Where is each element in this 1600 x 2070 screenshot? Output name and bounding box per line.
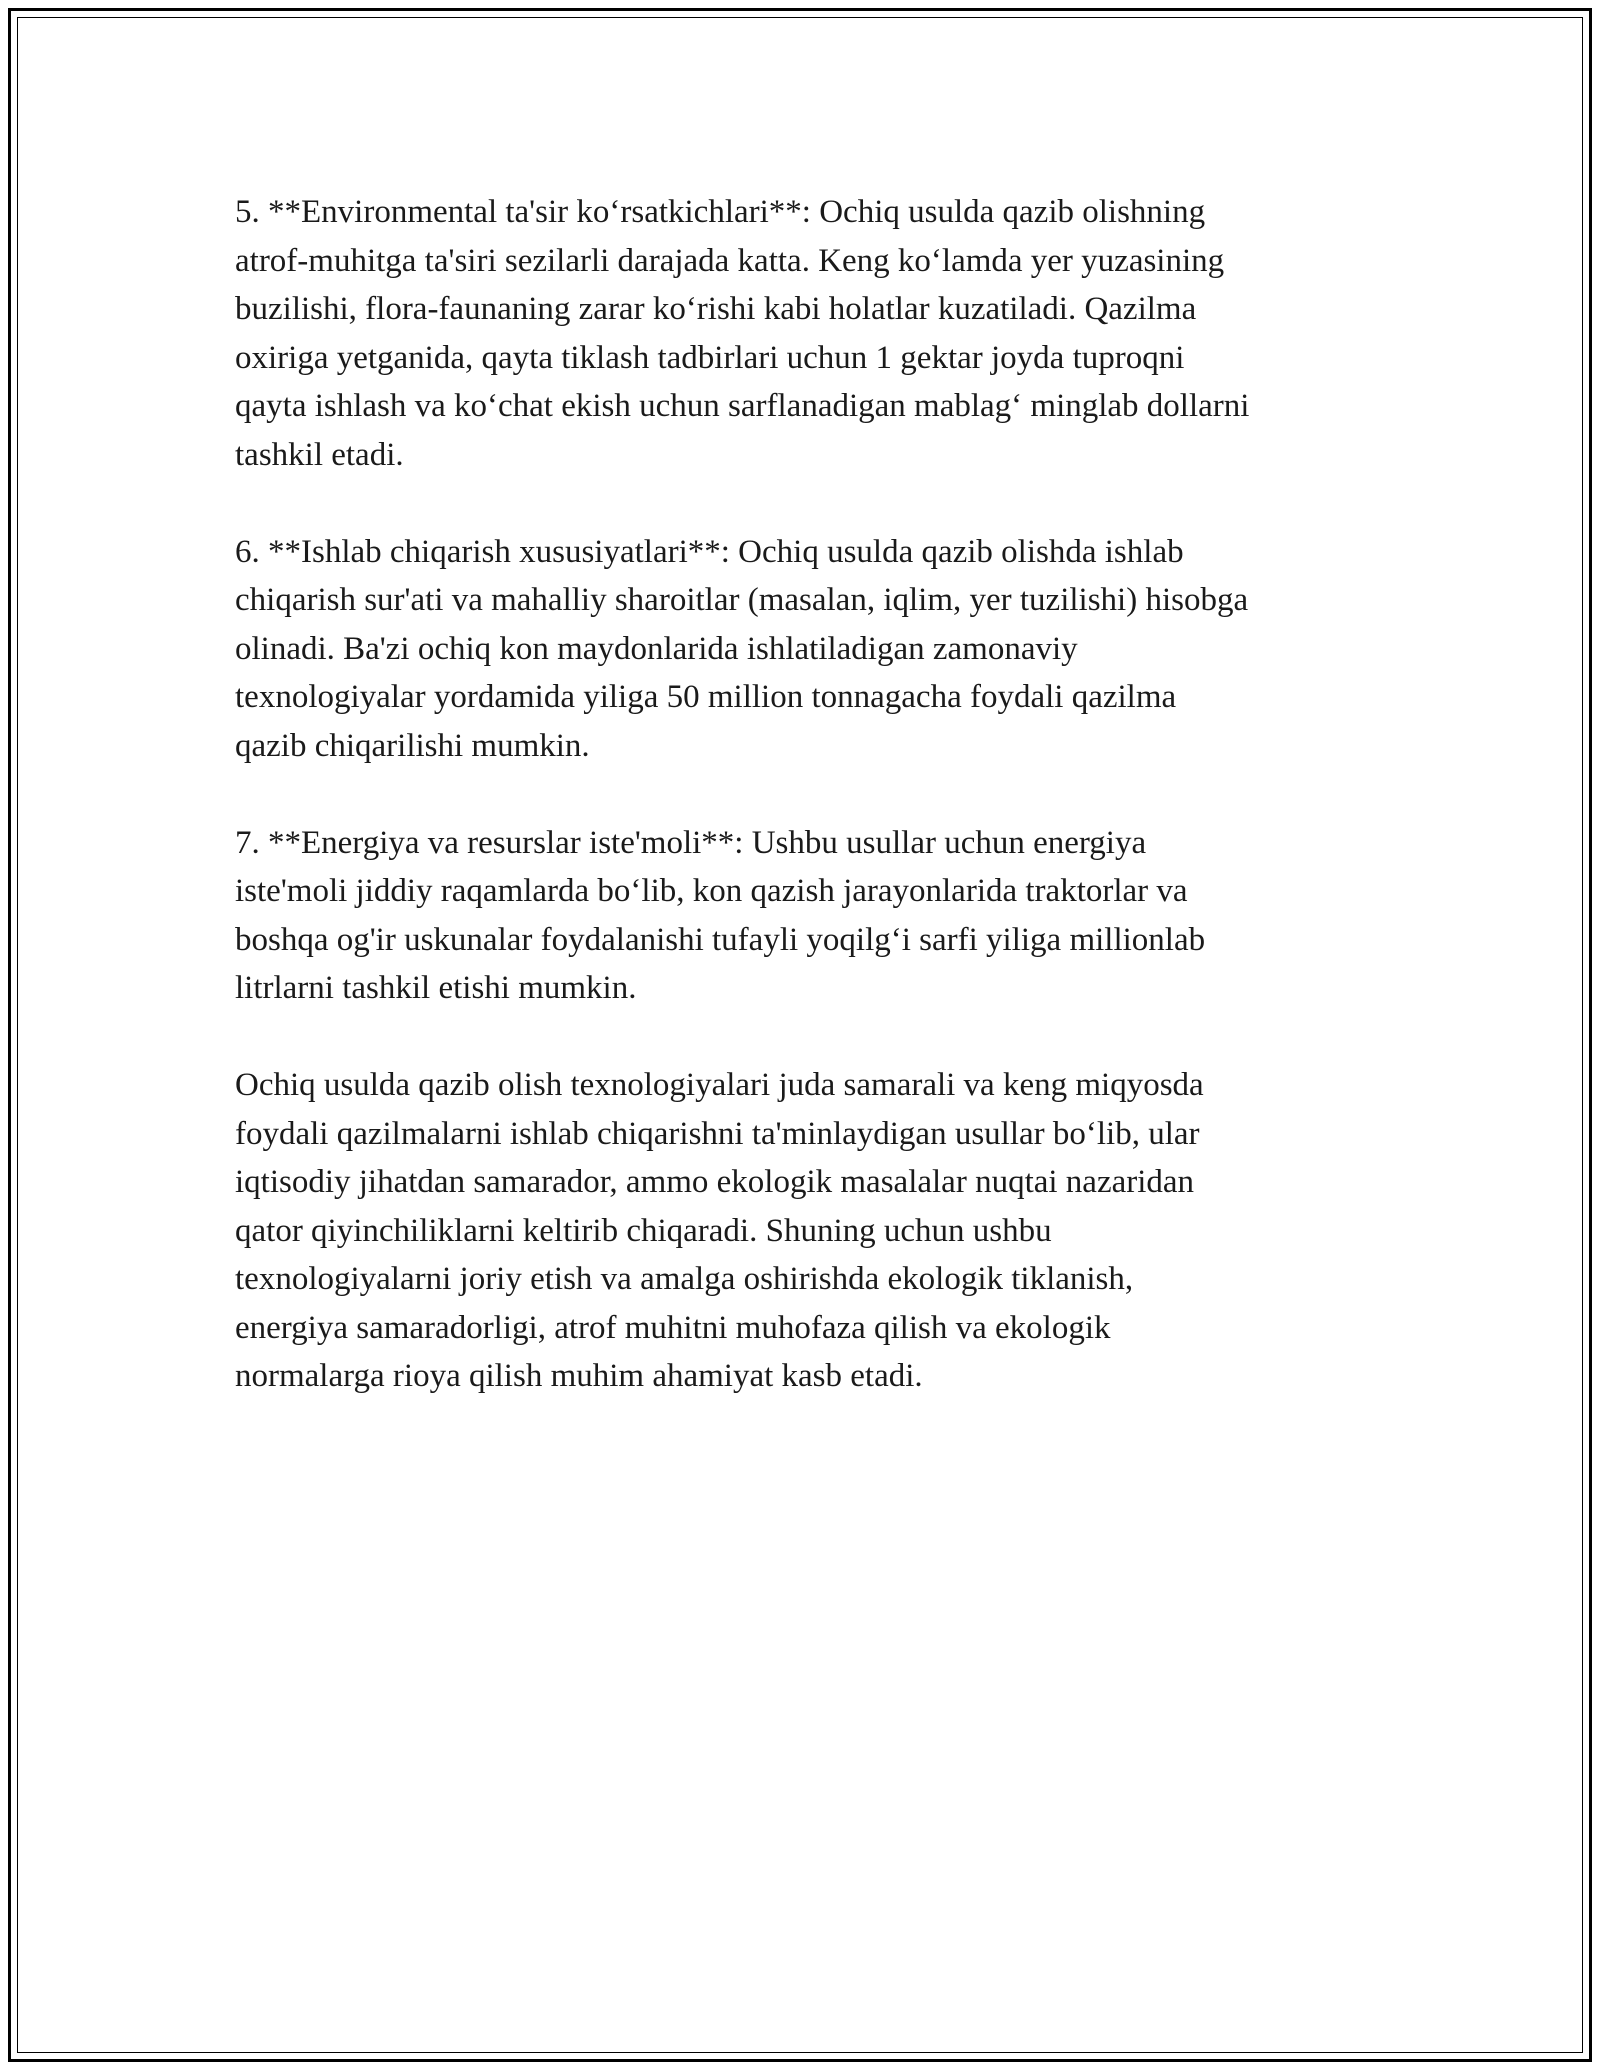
text-line: iqtisodiy jihatdan samarador, ammo ekologik masalalar nuqtai nazaridan [235, 1164, 1195, 1200]
text-line: atrof-muhitga ta'siri sezilarli darajada katta. Keng koʻlamda yer yuzasining [235, 242, 1225, 279]
text-line: 6. **Ishlab chiqarish xususiyatlari**: Ochiq usulda qazib olishda ishlab [235, 533, 1184, 570]
text-line: litrlarni tashkil etishi mumkin. [235, 970, 637, 1006]
text-line: energiya samaradorligi, atrof muhitni muhofaza qilish va ekologik [235, 1309, 1111, 1346]
paragraph-production-features [235, 528, 1375, 771]
text-line: tashkil etadi. [235, 436, 404, 473]
text-line: 7. **Energiya va resurslar iste'moli**: Ushbu usullar uchun energiya [235, 824, 1147, 861]
text-line: foydali qazilmalarni ishlab chiqarishni ta'minlaydigan usullar boʻlib, ular [235, 1115, 1200, 1152]
text-line: chiqarish sur'ati va mahalliy sharoitlar (masalan, iqlim, yer tuzilishi) hisobga [235, 582, 1249, 618]
paragraph-environmental-impact [235, 188, 1375, 479]
text-line: texnologiyalar yordamida yiliga 50 million tonnagacha foydali qazilma [235, 679, 1177, 715]
paragraph-conclusion [235, 1061, 1375, 1401]
text-line: qazib chiqarilishi mumkin. [235, 727, 590, 764]
text-line: 5. **Environmental ta'sir koʻrsatkichlari**: Ochiq usulda qazib olishning [235, 194, 1206, 230]
text-line: texnologiyalarni joriy etish va amalga oshirishda ekologik tiklanish, [235, 1261, 1134, 1297]
text-line: boshqa og'ir uskunalar foydalanishi tufayli yoqilgʻi sarfi yiliga millionlab [235, 921, 1206, 958]
text-line: olinadi. Ba'zi ochiq kon maydonlarida ishlatiladigan zamonaviy [235, 630, 1078, 667]
text-line: normalarga rioya qilish muhim ahamiyat kasb etadi. [235, 1358, 923, 1394]
text-line: iste'moli jiddiy raqamlarda boʻlib, kon qazish jarayonlarida traktorlar va [235, 873, 1188, 909]
text-line: buzilishi, flora-faunaning zarar koʻrishi kabi holatlar kuzatiladi. Qazilma [235, 291, 1197, 327]
text-line: oxiriga yetganida, qayta tiklash tadbirlari uchun 1 gektar joyda tuproqni [235, 339, 1185, 376]
text-line: qayta ishlash va koʻchat ekish uchun sarflanadigan mablagʻ minglab dollarni [235, 388, 1250, 424]
text-line: qator qiyinchiliklarni keltirib chiqaradi. Shuning uchun ushbu [235, 1212, 1052, 1249]
paragraph-energy-consumption [235, 819, 1375, 1013]
document-body [235, 188, 1375, 1449]
text-line: Ochiq usulda qazib olish texnologiyalari juda samarali va keng miqyosda [235, 1067, 1204, 1103]
